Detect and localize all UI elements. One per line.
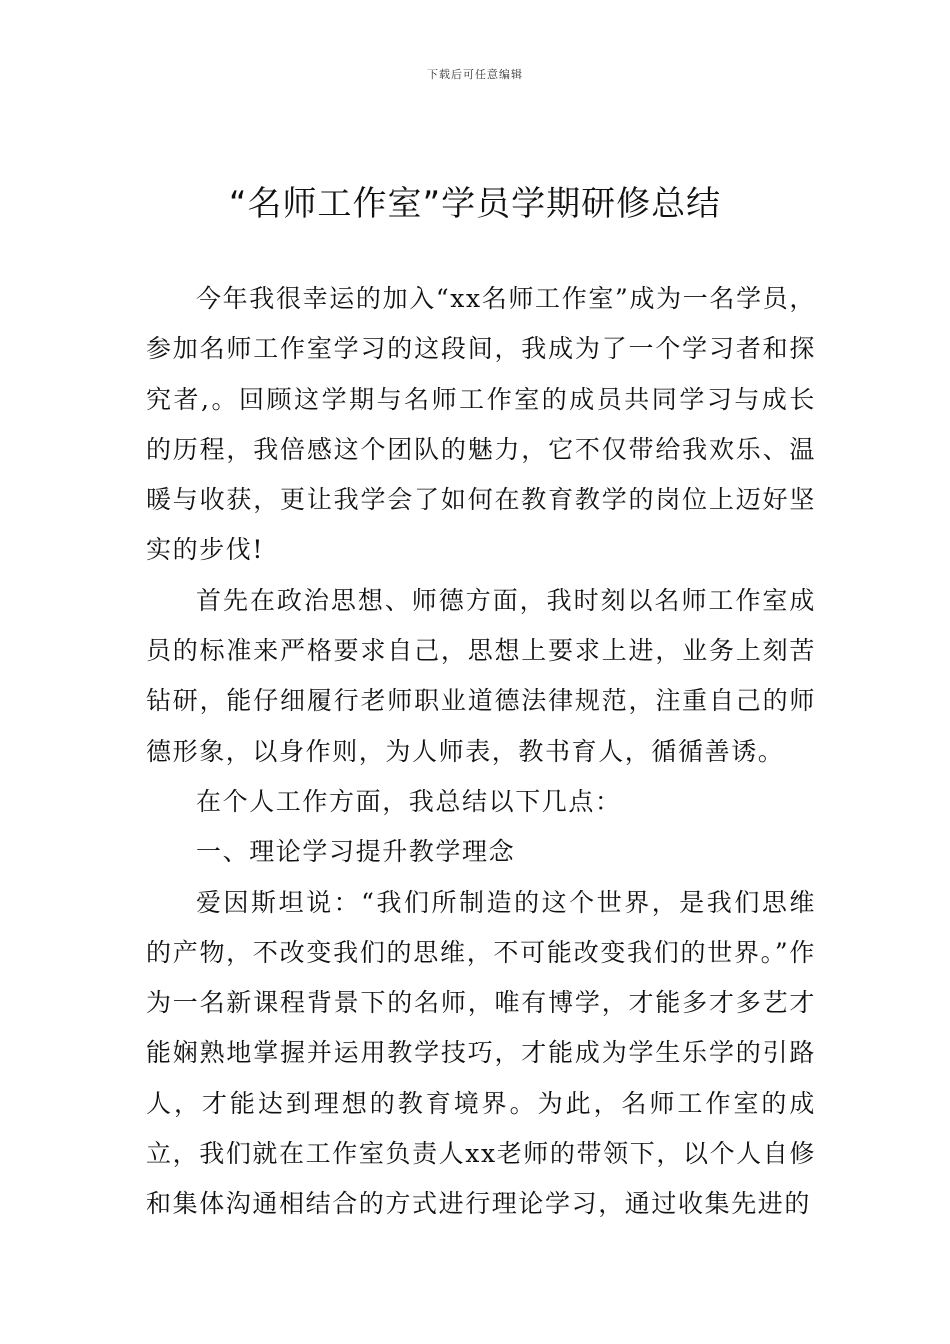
- section-heading-theory: 一、理论学习提升教学理念: [196, 837, 516, 867]
- header-note: 下载后可任意编辑: [427, 68, 523, 81]
- document-body: [146, 274, 816, 1230]
- document-title: “名师工作室”学员学期研修总结: [228, 184, 722, 224]
- paragraph-ethics: 首先在政治思想、师德方面，我时刻以名师工作室成员的标准来严格要求自己，思想上要求上进，业务上刻苦钻研，能仔细履行老师职业道德法律规范，注重自己的师德形象，以身作则，为人师表，教书育人，循循善诱。: [146, 585, 816, 766]
- paragraph-intro: 今年我很幸运的加入“xx名师工作室”成为一名学员，参加名师工作室学习的这段间，我成为了一个学习者和探究者,。回顾这学期与名师工作室的成员共同学习与成长的历程，我倍感这个团队的魅力，它不仅带给我欢乐、温暖与收获，更让我学会了如何在教育教学的岗位上迈好坚实的步伐!: [146, 284, 816, 565]
- paragraph-einstein: 爱因斯坦说：“我们所制造的这个世界，是我们思维的产物，不改变我们的思维，不可能改变我们的世界。”作为一名新课程背景下的名师，唯有博学，才能多才多艺才能娴熟地掌握并运用教学技巧，才能成为学生乐学的引路人，才能达到理想的教育境界。为此，名师工作室的成立，我们就在工作室负责人xx老师的带领下，以个人自修和集体沟通相结合的方式进行理论学习，通过收集先进的: [146, 887, 816, 1219]
- paragraph-personal-work: 在个人工作方面，我总结以下几点：: [196, 786, 622, 816]
